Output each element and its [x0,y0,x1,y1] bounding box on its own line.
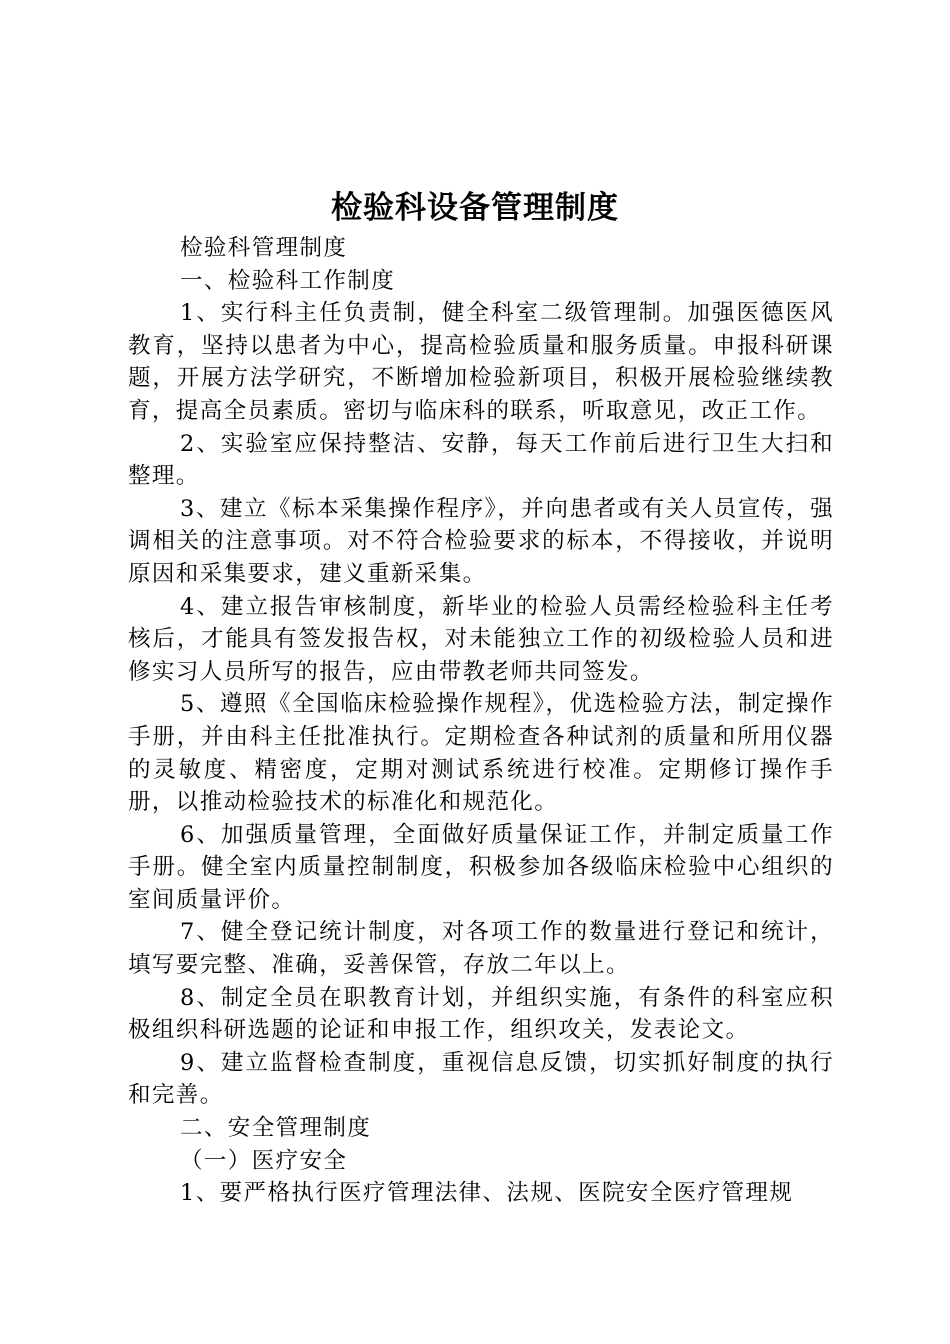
paragraph: 4、建立报告审核制度，新毕业的检验人员需经检验科主任考核后，才能具有签发报告权，对未能独立工作的初级检验人员和进修实习人员所写的报告，应由带教老师共同签发。 [128,593,834,685]
paragraph: 7、健全登记统计制度，对各项工作的数量进行登记和统计，填写要完整、准确，妥善保管，存放二年以上。 [128,919,834,979]
paragraph-section-heading: 二、安全管理制度 [180,1115,372,1142]
paragraph: 6、加强质量管理，全面做好质量保证工作，并制定质量工作手册。健全室内质量控制制度，积极参加各级临床检验中心组织的室间质量评价。 [128,821,834,913]
paragraph: 3、建立《标本采集操作程序》，并向患者或有关人员宣传，强调相关的注意事项。对不符合检验要求的标本，不得接收，并说明原因和采集要求，建义重新采集。 [128,495,834,587]
paragraph-heading: 检验科管理制度 [180,235,348,261]
paragraph: 8、制定全员在职教育计划，并组织实施，有条件的科室应积极组织科研选题的论证和申报工作，组织攻关，发表论文。 [128,984,834,1044]
paragraph: 5、遵照《全国临床检验操作规程》，优选检验方法，制定操作手册，并由科主任批准执行。定期检查各种试剂的质量和所用仪器的灵敏度、精密度，定期对测试系统进行校准。定期修订操作手册，以推动检验技术的标准化和规范化。 [128,691,834,816]
paragraph: 1、要严格执行医疗管理法律、法规、医院安全医疗管理规 [180,1180,794,1207]
paragraph: 1、实行科主任负责制，健全科室二级管理制。加强医德医风教育，坚持以患者为中心，提高检验质量和服务质量。申报科研课题，开展方法学研究，不断增加检验新项目，积极开展检验继续教育，提高全员素质。密切与临床科的联系，听取意见，改正工作。 [128,300,834,424]
paragraph: 9、建立监督检查制度，重视信息反馈，切实抓好制度的执行和完善。 [128,1049,834,1109]
paragraph-subsection-heading: （一）医疗安全 [180,1147,348,1174]
paragraph-section-heading: 一、检验科工作制度 [180,267,396,294]
document-title: 检验科设备管理制度 [331,190,619,226]
document-body [128,232,834,1210]
paragraph: 2、实验室应保持整洁、安静，每天工作前后进行卫生大扫和整理。 [128,430,834,490]
